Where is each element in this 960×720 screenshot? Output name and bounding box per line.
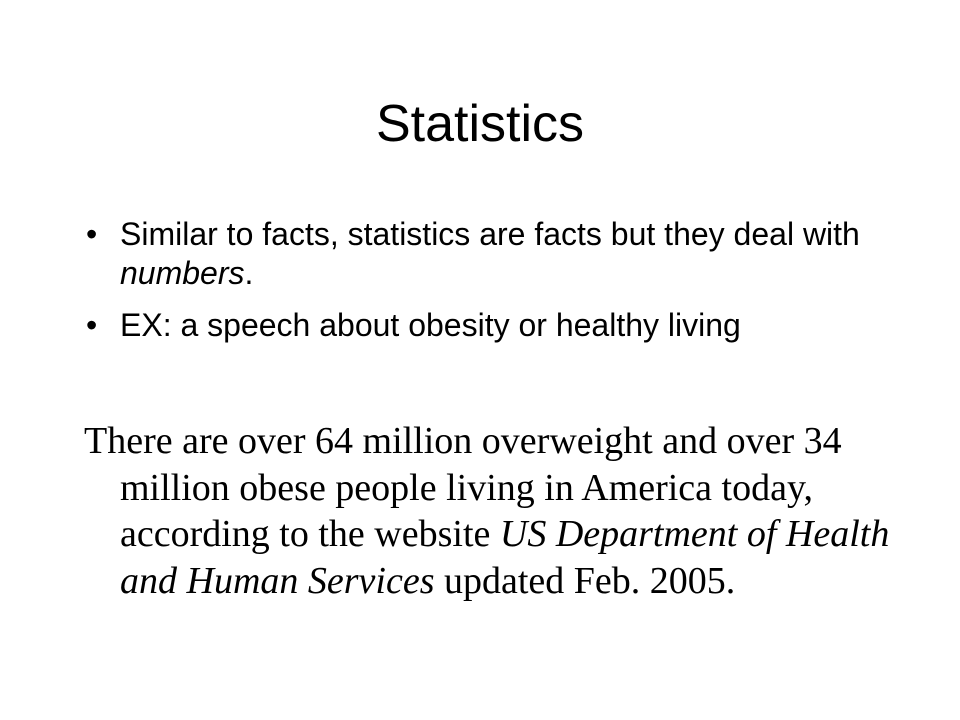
bullet-text: Similar to facts, statistics are facts but they deal with bbox=[120, 216, 860, 252]
statistic-quote bbox=[84, 418, 940, 604]
bullet-list bbox=[86, 215, 886, 358]
bullet-item-example bbox=[86, 306, 886, 345]
bullet-dot-icon: • bbox=[86, 216, 98, 252]
bullet-text: EX: a speech about obesity or healthy living bbox=[120, 307, 741, 343]
bullet-item-facts bbox=[86, 215, 886, 293]
bullet-emphasis: numbers bbox=[120, 255, 245, 291]
quote-text: There are over 64 million overweight and over 34 million obese people living in America today, according to the website bbox=[84, 420, 842, 555]
slide-title: Statistics bbox=[375, 95, 585, 153]
quote-source: US Department of Health and Human Services bbox=[120, 513, 890, 602]
bullet-text-end: . bbox=[244, 255, 254, 291]
quote-text-end: updated Feb. 2005. bbox=[434, 559, 736, 602]
bullet-dot-icon: • bbox=[86, 307, 98, 343]
